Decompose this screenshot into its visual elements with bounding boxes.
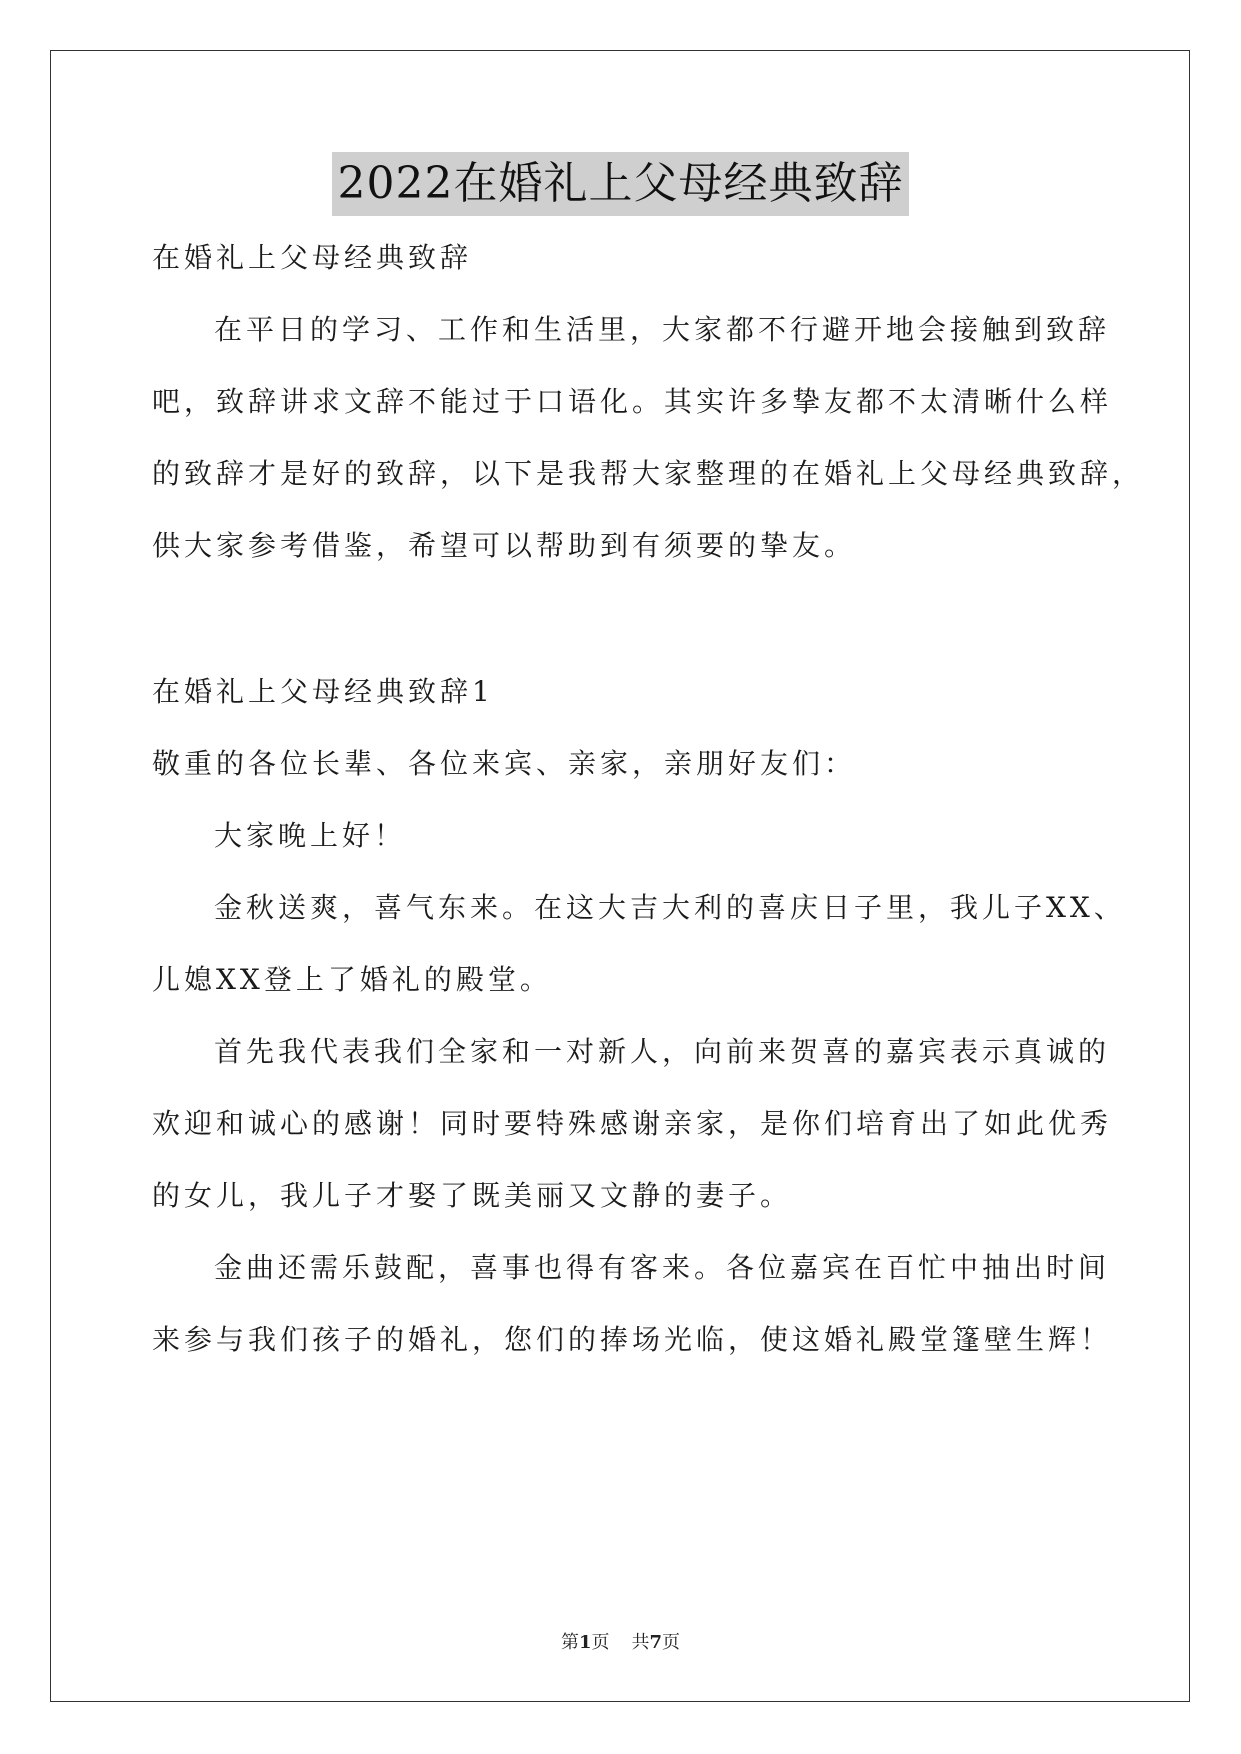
- footer-page-unit: 页: [591, 1632, 610, 1653]
- intro-line-2: 吧，致辞讲求文辞不能过于口语化。其实许多挚友都不太清晰什么样: [152, 385, 1113, 418]
- page-border: [50, 50, 1190, 1702]
- section-heading: 在婚礼上父母经典致辞1: [152, 675, 494, 708]
- title-container: [0, 152, 1241, 216]
- para2-line-2: 欢迎和诚心的感谢！同时要特殊感谢亲家，是你们培育出了如此优秀: [152, 1107, 1113, 1140]
- intro-line-4: 供大家参考借鉴，希望可以帮助到有须要的挚友。: [152, 529, 857, 562]
- footer-page-number: 1: [578, 1632, 592, 1653]
- para3-line-2: 来参与我们孩子的婚礼，您们的捧场光临，使这婚礼殿堂篷壁生辉！: [152, 1323, 1113, 1356]
- intro-line-3: 的致辞才是好的致辞，以下是我帮大家整理的在婚礼上父母经典致辞，: [152, 457, 1145, 490]
- salutation: 敬重的各位长辈、各位来宾、亲家，亲朋好友们：: [152, 747, 857, 780]
- footer-total-pages: 7: [649, 1632, 663, 1653]
- greeting: 大家晚上好！: [214, 819, 407, 852]
- para2-line-3: 的女儿，我儿子才娶了既美丽又文静的妻子。: [152, 1179, 793, 1212]
- footer-total-unit: 页: [662, 1632, 681, 1653]
- footer-page-prefix: 第: [560, 1632, 579, 1653]
- footer-total-prefix: 共: [631, 1632, 650, 1653]
- para2-line-1: 首先我代表我们全家和一对新人，向前来贺喜的嘉宾表示真诚的: [214, 1035, 1111, 1068]
- subtitle: 在婚礼上父母经典致辞: [152, 241, 473, 274]
- para1-line-1: 金秋送爽，喜气东来。在这大吉大利的喜庆日子里，我儿子XX、: [214, 891, 1126, 924]
- intro-line-1: 在平日的学习、工作和生活里，大家都不行避开地会接触到致辞: [214, 313, 1111, 346]
- page-footer: [0, 1628, 1241, 1654]
- para3-line-1: 金曲还需乐鼓配，喜事也得有客来。各位嘉宾在百忙中抽出时间: [214, 1251, 1111, 1284]
- para1-line-2: 儿媳XX登上了婚礼的殿堂。: [152, 963, 552, 996]
- document-title: 2022在婚礼上父母经典致辞: [332, 152, 910, 216]
